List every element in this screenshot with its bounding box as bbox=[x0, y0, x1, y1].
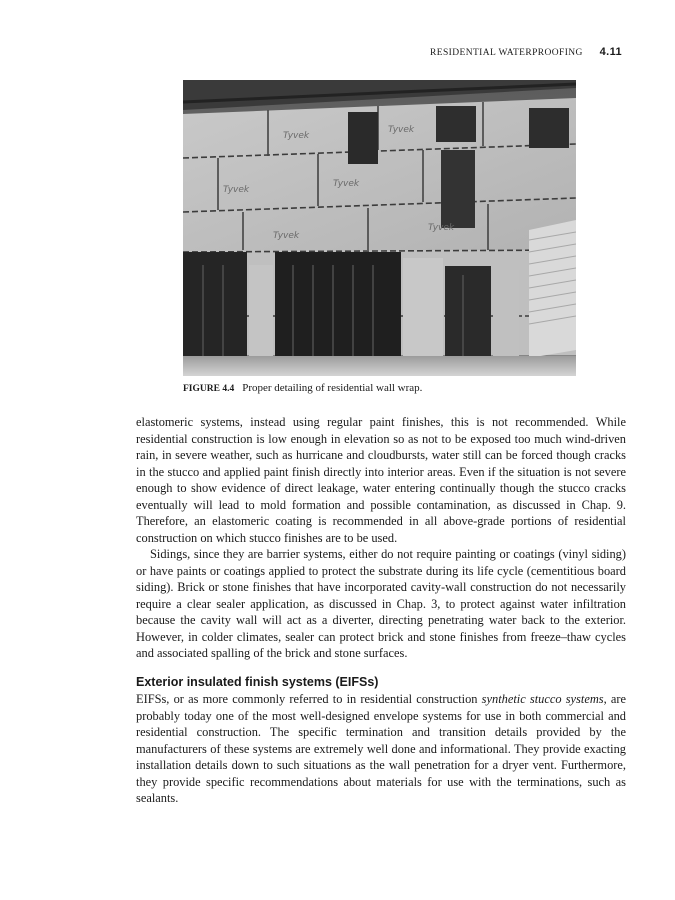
paragraph-3-start: EIFSs, or as more commonly referred to in residential construction bbox=[136, 692, 482, 706]
figure-caption bbox=[183, 382, 422, 394]
body-text bbox=[136, 414, 626, 807]
svg-text:Tyvek: Tyvek bbox=[333, 179, 360, 189]
section-heading: Exterior insulated finish systems (EIFSs) bbox=[136, 674, 379, 689]
figure-caption-text: Proper detailing of residential wall wrap. bbox=[242, 382, 423, 394]
svg-text:Tyvek: Tyvek bbox=[388, 125, 415, 135]
svg-text:Tyvek: Tyvek bbox=[428, 223, 455, 233]
svg-text:Tyvek: Tyvek bbox=[273, 231, 300, 241]
running-header bbox=[430, 46, 622, 58]
paragraph-3-emphasis: synthetic stucco systems bbox=[481, 692, 604, 706]
running-title: RESIDENTIAL WATERPROOFING bbox=[430, 48, 583, 58]
paragraph-2: Sidings, since they are barrier systems, either do not require painting or coatings (vinyl siding) or have paints or coatings applied to protect the substrate during its life cycle (cementitious board siding). Brick or stone finishes that have incorporated cavity-wall construction do not necessarily require a clear sealer application, as discussed in Chap. 3, to protect against water infiltration because the cavity wall will act as a diverter, directing penetrating water back to the exterior. However, in colder climates, sealer can protect brick and stone finishes from freeze–thaw cycles and associated spalling of the brick and stone surfaces. bbox=[136, 547, 626, 660]
paragraph-3 bbox=[136, 691, 626, 807]
wall-wrap-photo bbox=[183, 80, 576, 376]
figure-photo bbox=[183, 80, 576, 376]
paragraph-3-end: , are probably today one of the most well-designed envelope systems for use in both commercial and residential construction. The specific termination and transition details provided by the manufacturers of these systems are extremely well done and informational. They provide exacting installation details down to such situations as the wall penetration for a dryer vent. Furthermore, they provide specific recommendations about materials for use with the terminations, such as sealants. bbox=[136, 692, 626, 805]
page-number: 4.11 bbox=[599, 46, 622, 58]
svg-text:Tyvek: Tyvek bbox=[283, 131, 310, 141]
paragraph-1: elastomeric systems, instead using regular paint finishes, this is not recommended. While residential construction is low enough in elevation so as not to be exposed too much wind-driven rain, in severe weather, such as hurricane and cloudbursts, water still can be forced though cracks in the stucco and applied paint finish directly into interior areas. Even if the situation is not severe enough to show evidence of direct leakage, water entering continually though the stucco cracks eventually will lead to mold formation and possible contamination, as discussed in Chap. 9. Therefore, an elastomeric coating is recommended in all above-grade portions of residential construction on which stucco finishes are to be used. bbox=[136, 415, 626, 545]
svg-text:Tyvek: Tyvek bbox=[223, 185, 250, 195]
figure-label: FIGURE 4.4 bbox=[183, 384, 235, 394]
